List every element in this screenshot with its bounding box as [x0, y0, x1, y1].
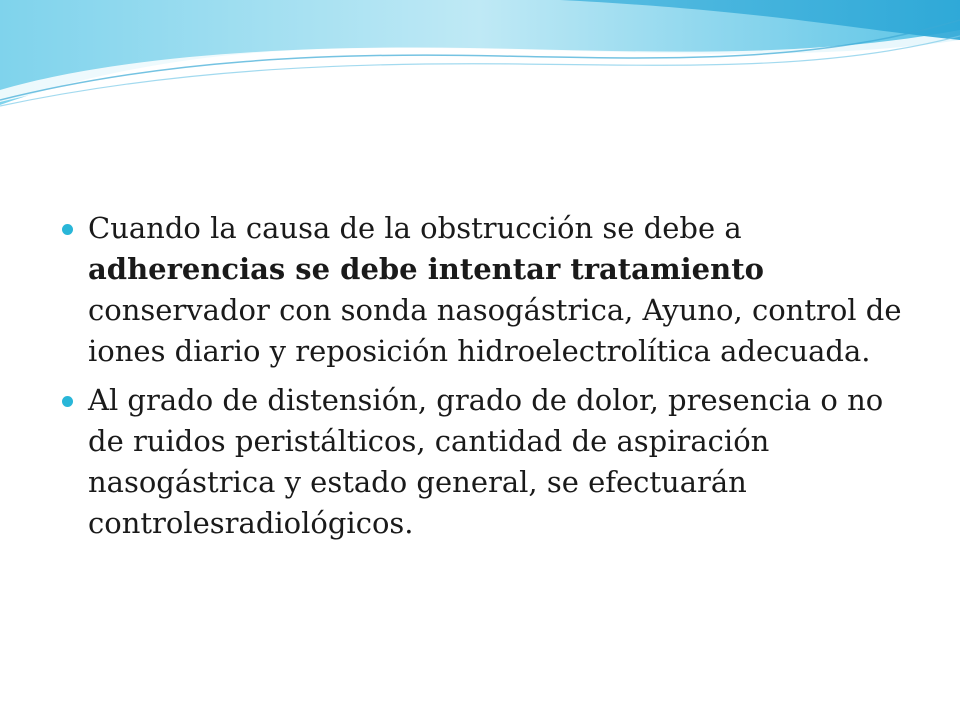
bullet-dot-icon: [62, 224, 73, 235]
bullet-2-text: Al grado de distensión, grado de dolor, presencia o no de ruidos peristálticos, cantidad de aspiración nasogástrica y estado general, se efectuarán controlesradiológicos.: [88, 383, 884, 540]
bullet-1-text-before: Cuando la causa de la obstrucción se debe a: [88, 211, 742, 245]
bullet-1-text-after: conservador con sonda nasogástrica, Ayuno, control de iones diario y reposición hidroelectrolítica adecuada.: [88, 293, 902, 368]
bullet-dot-icon: [62, 396, 73, 407]
bullet-list: [62, 208, 922, 544]
bullet-item-1: [62, 208, 922, 372]
bullet-item-2: [62, 380, 922, 544]
slide-content: [62, 208, 922, 552]
wave-header-decoration: [0, 0, 960, 130]
bullet-1-text-bold: adherencias se debe intentar tratamiento: [88, 252, 764, 286]
